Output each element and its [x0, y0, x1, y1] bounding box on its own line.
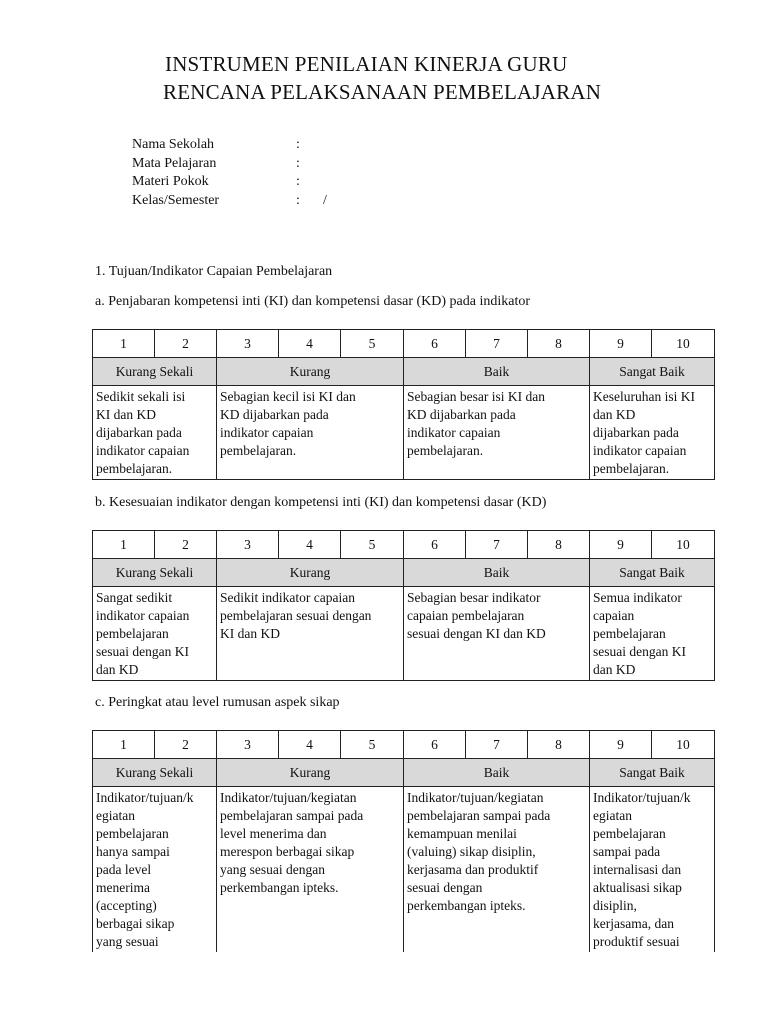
rubric-table-b	[92, 530, 715, 681]
description-line: pembelajaran sesuai dengan	[220, 608, 372, 623]
score-cell: 5	[341, 731, 404, 759]
info-colon: :	[296, 155, 300, 171]
category-kurang: Kurang	[217, 358, 404, 386]
category-sangat-baik: Sangat Baik	[590, 358, 715, 386]
description-line: sampai pada	[593, 844, 661, 859]
description-line: kerjasama, dan	[593, 916, 674, 931]
description-line: Indikator/tujuan/kegiatan	[407, 790, 544, 805]
description-line: Sebagian besar indikator	[407, 590, 541, 605]
category-sangat-baik: Sangat Baik	[590, 559, 715, 587]
document-subtitle: RENCANA PELAKSANAAN PEMBELAJARAN	[163, 80, 602, 104]
description-row	[93, 386, 715, 480]
info-label: Mata Pelajaran	[132, 155, 217, 171]
description-line: Sedikit sekali isi	[96, 389, 186, 404]
description-line: indikator capaian	[407, 425, 501, 440]
score-cell: 2	[155, 531, 217, 559]
description-line: pada level	[96, 862, 152, 877]
category-kurang: Kurang	[217, 559, 404, 587]
description-line: level menerima dan	[220, 826, 327, 841]
description-line: sesuai dengan KI	[593, 644, 686, 659]
description-line: indikator capaian	[220, 425, 314, 440]
description-line: dan KD	[96, 662, 139, 677]
description-line: sesuai dengan KI dan KD	[407, 626, 546, 641]
description-line: berbagai sikap	[96, 916, 175, 931]
table-a-heading: a. Penjabaran kompetensi inti (KI) dan kompetensi dasar (KD) pada indikator	[95, 294, 531, 309]
score-cell: 7	[466, 531, 528, 559]
description-line: Indikator/tujuan/kegiatan	[220, 790, 357, 805]
rubric-table-c	[92, 730, 715, 952]
description-line: perkembangan ipteks.	[220, 880, 339, 895]
score-cell: 2	[155, 330, 217, 358]
description-line: pembelajaran	[96, 626, 169, 641]
description-line: Keseluruhan isi KI	[593, 389, 695, 404]
description-line: KI dan KD	[220, 626, 280, 641]
description-line: dan KD	[593, 662, 636, 677]
description-kurang-sekali	[93, 787, 217, 953]
description-line: menerima	[96, 880, 150, 895]
description-line: pembelajaran.	[407, 443, 484, 458]
document-title: INSTRUMEN PENILAIAN KINERJA GURU	[165, 52, 568, 76]
info-value: /	[323, 192, 327, 208]
description-line: Sangat sedikit	[96, 590, 173, 605]
category-kurang-sekali: Kurang Sekali	[93, 559, 217, 587]
description-line: hanya sampai	[96, 844, 170, 859]
description-line: Sebagian besar isi KI dan	[407, 389, 545, 404]
score-row	[93, 731, 715, 759]
score-cell: 2	[155, 731, 217, 759]
score-cell: 8	[528, 531, 590, 559]
score-cell: 4	[279, 531, 341, 559]
info-label: Nama Sekolah	[132, 137, 215, 152]
category-row	[93, 759, 715, 787]
category-baik: Baik	[404, 559, 590, 587]
description-line: pembelajaran	[593, 626, 666, 641]
score-cell: 1	[93, 531, 155, 559]
description-line: egiatan	[96, 808, 135, 823]
score-cell: 6	[404, 531, 466, 559]
description-line: pembelajaran.	[593, 461, 670, 476]
description-line: kemampuan menilai	[407, 826, 517, 841]
score-cell: 5	[341, 531, 404, 559]
description-line: (valuing) sikap disiplin,	[407, 844, 536, 859]
description-line: Sedikit indikator capaian	[220, 590, 355, 605]
score-cell: 7	[466, 731, 528, 759]
description-kurang	[217, 787, 404, 953]
info-colon: :	[296, 192, 300, 208]
description-line: capaian pembelajaran	[407, 608, 525, 623]
description-baik	[404, 386, 590, 480]
description-sangat-baik	[590, 587, 715, 681]
description-baik	[404, 787, 590, 953]
description-baik	[404, 587, 590, 681]
score-row	[93, 531, 715, 559]
description-line: indikator capaian	[96, 443, 190, 458]
description-sangat-baik	[590, 787, 715, 953]
score-cell: 10	[652, 330, 715, 358]
score-cell: 6	[404, 731, 466, 759]
description-line: yang sesuai dengan	[220, 862, 325, 877]
score-cell: 4	[279, 330, 341, 358]
description-kurang	[217, 587, 404, 681]
description-line: capaian	[593, 608, 635, 623]
description-line: yang sesuai	[96, 934, 159, 949]
description-line: KD dijabarkan pada	[407, 407, 516, 422]
category-kurang: Kurang	[217, 759, 404, 787]
score-cell: 9	[590, 531, 652, 559]
table-c-heading: c. Peringkat atau level rumusan aspek sikap	[95, 695, 340, 710]
info-colon: :	[296, 137, 300, 152]
description-line: pembelajaran sampai pada	[407, 808, 551, 823]
description-line: egiatan	[593, 808, 632, 823]
description-line: KD dijabarkan pada	[220, 407, 329, 422]
category-row	[93, 358, 715, 386]
section-heading: 1. Tujuan/Indikator Capaian Pembelajaran	[95, 264, 333, 279]
info-colon: :	[296, 174, 300, 189]
score-cell: 5	[341, 330, 404, 358]
description-line: dijabarkan pada	[593, 425, 679, 440]
description-line: Indikator/tujuan/k	[96, 790, 194, 805]
category-baik: Baik	[404, 358, 590, 386]
description-row	[93, 587, 715, 681]
description-line: merespon berbagai sikap	[220, 844, 355, 859]
table-b-heading: b. Kesesuaian indikator dengan kompetensi inti (KI) dan kompetensi dasar (KD)	[95, 495, 547, 510]
description-sangat-baik	[590, 386, 715, 480]
info-label: Kelas/Semester	[132, 192, 220, 208]
info-label: Materi Pokok	[132, 174, 209, 189]
score-cell: 7	[466, 330, 528, 358]
category-kurang-sekali: Kurang Sekali	[93, 759, 217, 787]
score-cell: 3	[217, 531, 279, 559]
score-cell: 8	[528, 330, 590, 358]
category-baik: Baik	[404, 759, 590, 787]
score-cell: 1	[93, 731, 155, 759]
score-cell: 9	[590, 330, 652, 358]
description-line: pembelajaran.	[96, 461, 173, 476]
category-kurang-sekali: Kurang Sekali	[93, 358, 217, 386]
description-line: kerjasama dan produktif	[407, 862, 539, 877]
score-cell: 1	[93, 330, 155, 358]
description-line: pembelajaran.	[220, 443, 297, 458]
category-sangat-baik: Sangat Baik	[590, 759, 715, 787]
score-row	[93, 330, 715, 358]
description-kurang	[217, 386, 404, 480]
score-cell: 3	[217, 330, 279, 358]
description-kurang-sekali	[93, 587, 217, 681]
description-line: internalisasi dan	[593, 862, 682, 877]
description-line: indikator capaian	[593, 443, 687, 458]
score-cell: 9	[590, 731, 652, 759]
description-line: sesuai dengan	[407, 880, 483, 895]
description-row	[93, 787, 715, 953]
score-cell: 10	[652, 531, 715, 559]
rubric-table-a	[92, 329, 715, 480]
score-cell: 10	[652, 731, 715, 759]
description-line: pembelajaran	[96, 826, 169, 841]
description-line: produktif sesuai	[593, 934, 680, 949]
score-cell: 4	[279, 731, 341, 759]
description-line: dijabarkan pada	[96, 425, 182, 440]
description-line: (accepting)	[96, 898, 157, 913]
description-line: indikator capaian	[96, 608, 190, 623]
description-line: perkembangan ipteks.	[407, 898, 526, 913]
description-line: aktualisasi sikap	[593, 880, 682, 895]
description-kurang-sekali	[93, 386, 217, 480]
description-line: dan KD	[593, 407, 636, 422]
description-line: Semua indikator	[593, 590, 682, 605]
description-line: disiplin,	[593, 898, 637, 913]
description-line: pembelajaran	[593, 826, 666, 841]
category-row	[93, 559, 715, 587]
description-line: sesuai dengan KI	[96, 644, 189, 659]
score-cell: 3	[217, 731, 279, 759]
description-line: Indikator/tujuan/k	[593, 790, 691, 805]
description-line: Sebagian kecil isi KI dan	[220, 389, 356, 404]
score-cell: 8	[528, 731, 590, 759]
description-line: pembelajaran sampai pada	[220, 808, 364, 823]
score-cell: 6	[404, 330, 466, 358]
description-line: KI dan KD	[96, 407, 156, 422]
